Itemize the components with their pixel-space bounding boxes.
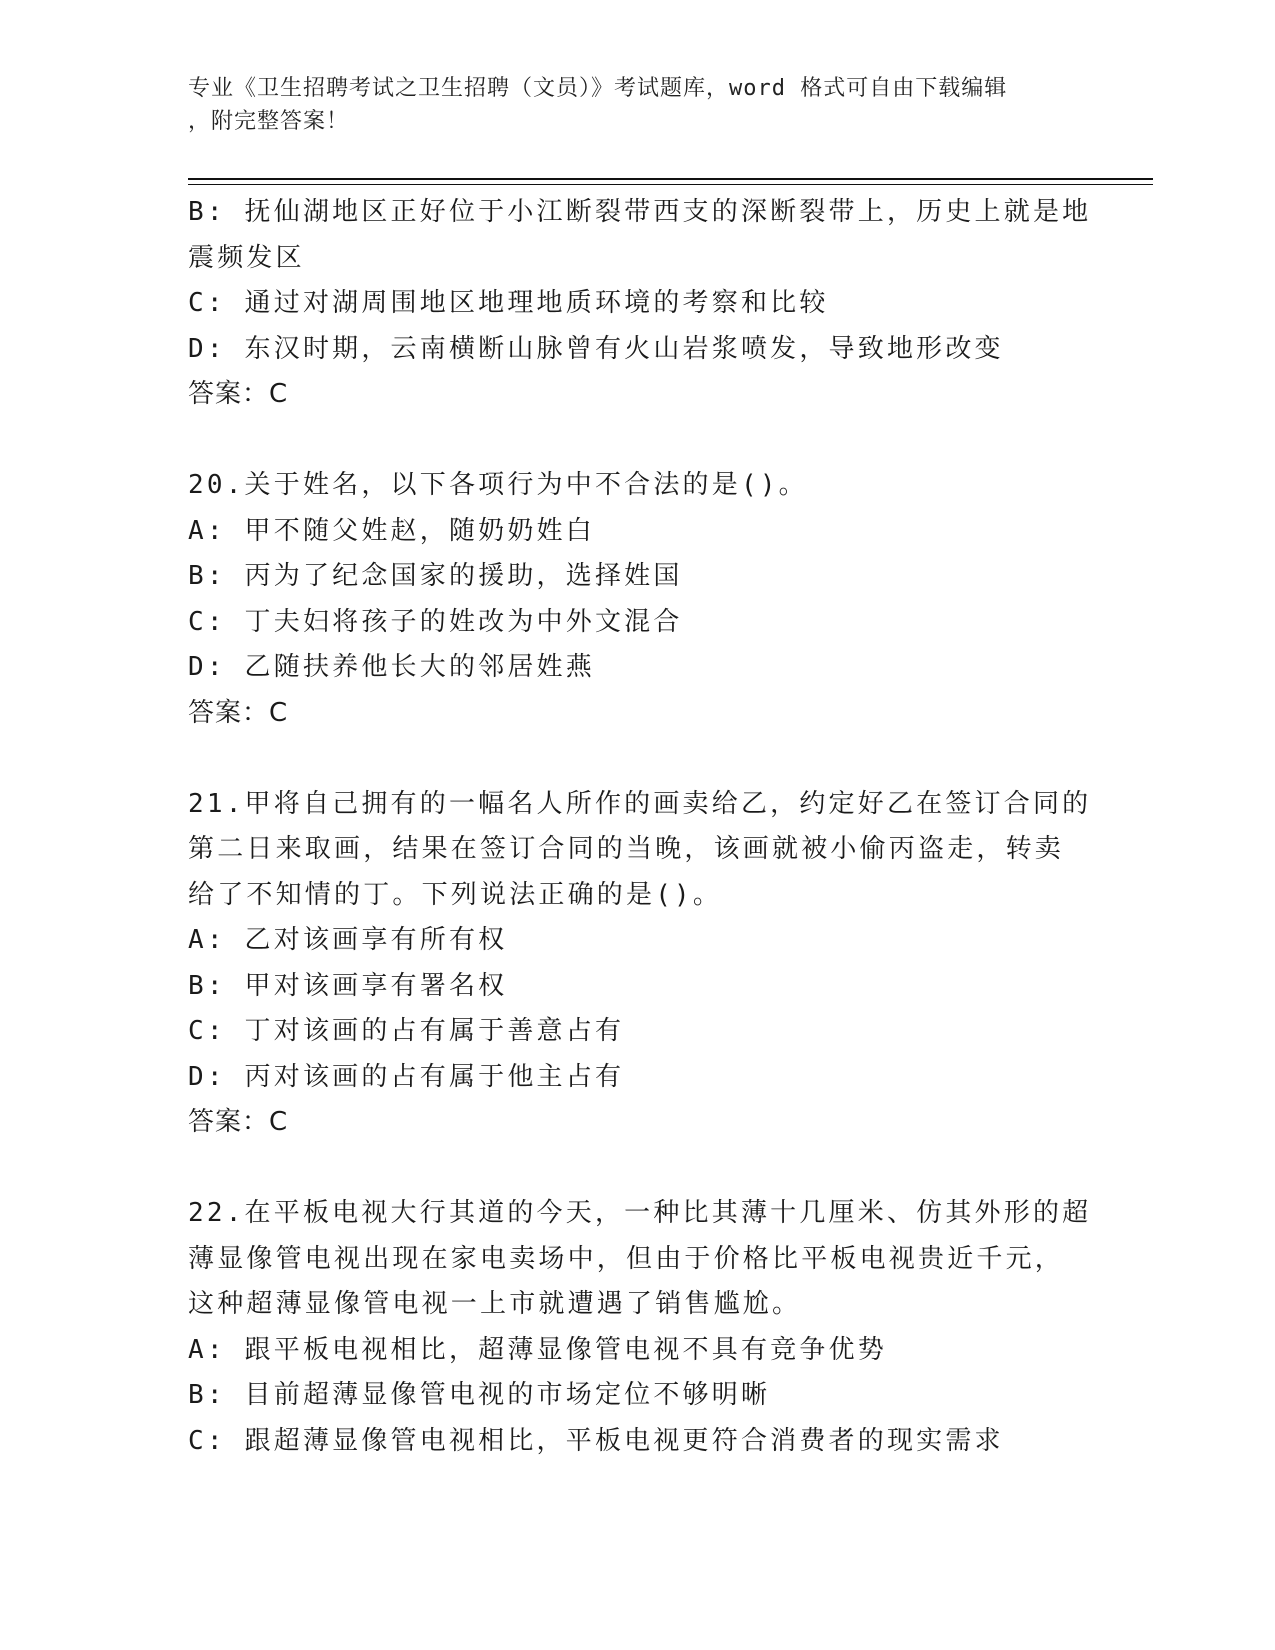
header-rule-thin	[188, 184, 1153, 185]
spacer	[188, 418, 1088, 464]
spacer	[188, 1146, 1088, 1192]
question-21	[188, 782, 1092, 1146]
question-stem-continued: 这种超薄显像管电视一上市就遭遇了销售尴尬。	[188, 1289, 802, 1319]
question-stem: 22.在平板电视大行其道的今天，一种比其薄十几厘米、仿其外形的超	[188, 1198, 1092, 1228]
option-b: B: 目前超薄显像管电视的市场定位不够明晰	[188, 1380, 771, 1410]
option-d: D: 丙对该画的占有属于他主占有	[188, 1061, 625, 1092]
header-title-line1: 专业《卫生招聘考试之卫生招聘（文员）》考试题库，word 格式可自由下载编辑	[188, 76, 1008, 101]
option-c: C: 通过对湖周围地区地理地质环境的考察和比较	[188, 288, 829, 318]
header-title-line2: ，附完整答案！	[188, 109, 350, 134]
question-22	[188, 1191, 1092, 1464]
answer: 答案：C	[188, 697, 289, 728]
header-rule-thick	[188, 178, 1153, 180]
option-a: A: 乙对该画享有所有权	[188, 925, 508, 955]
question-stem-continued: 薄显像管电视出现在家电卖场中，但由于价格比平板电视贵近千元，	[188, 1243, 1065, 1274]
question-stem: 21.甲将自己拥有的一幅名人所作的画卖给乙，约定好乙在签订合同的	[188, 788, 1092, 819]
spacer	[188, 736, 1088, 782]
question-stem-continued: 给了不知情的丁。下列说法正确的是()。	[188, 879, 723, 910]
option-d: D: 乙随扶养他长大的邻居姓燕	[188, 652, 595, 682]
option-a: A: 跟平板电视相比，超薄显像管电视不具有竞争优势	[188, 1334, 887, 1365]
answer: 答案：C	[188, 1107, 289, 1137]
page-header	[188, 72, 1088, 138]
option-c: C: 丁对该画的占有属于善意占有	[188, 1016, 625, 1046]
option-c: C: 丁夫妇将孩子的姓改为中外文混合	[188, 606, 683, 637]
question-stem-continued: 第二日来取画，结果在签订合同的当晚，该画就被小偷丙盗走，转卖	[188, 834, 1065, 864]
answer: 答案：C	[188, 379, 289, 409]
option-b: B: 甲对该画享有署名权	[188, 970, 508, 1001]
option-b-continued: 震频发区	[188, 242, 305, 273]
option-b: B: 抚仙湖地区正好位于小江断裂带西支的深断裂带上，历史上就是地	[188, 197, 1092, 227]
option-b: B: 丙为了纪念国家的援助，选择姓国	[188, 561, 683, 591]
option-a: A: 甲不随父姓赵，随奶奶姓白	[188, 515, 595, 546]
question-19-continued	[188, 190, 1092, 418]
option-d: D: 东汉时期，云南横断山脉曾有火山岩浆喷发，导致地形改变	[188, 333, 1004, 364]
option-c: C: 跟超薄显像管电视相比，平板电视更符合消费者的现实需求	[188, 1425, 1004, 1456]
question-stem: 20.关于姓名，以下各项行为中不合法的是()。	[188, 470, 808, 500]
question-20	[188, 463, 1088, 736]
question-list	[188, 190, 1092, 1464]
